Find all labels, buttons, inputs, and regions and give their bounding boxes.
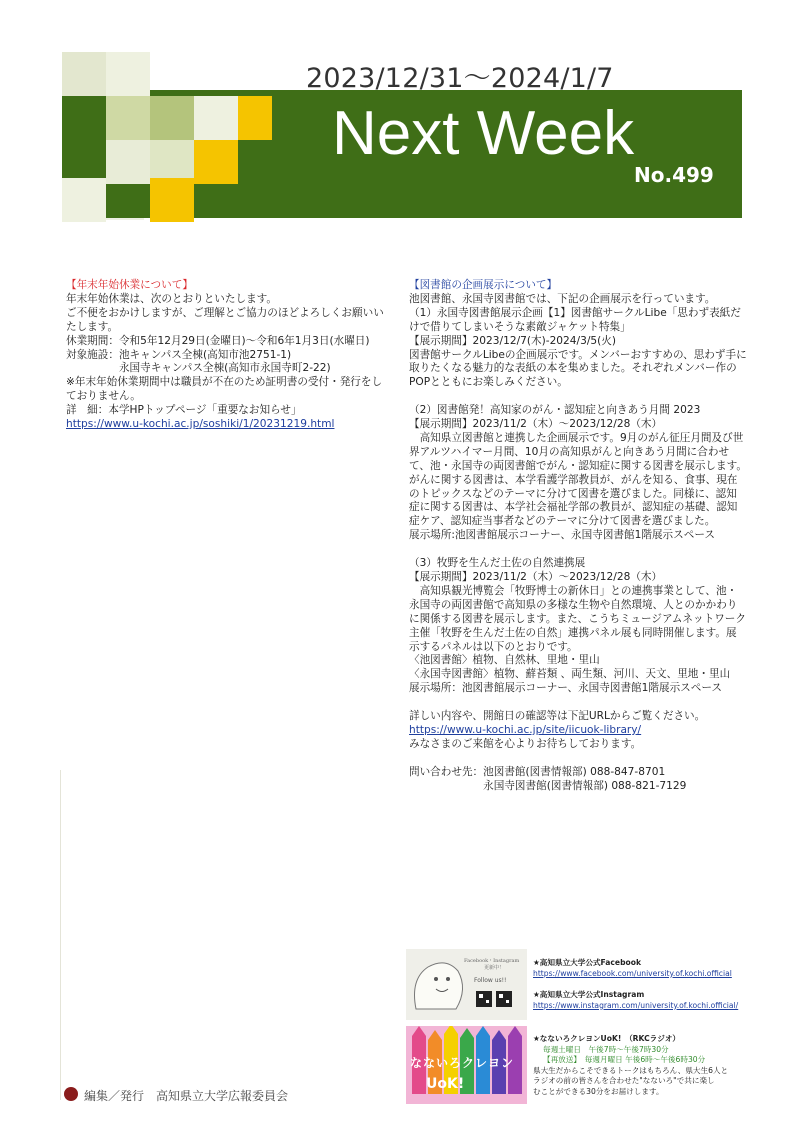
issue-number: No.499 [634,163,714,187]
header-squares [62,52,272,222]
exhibit1-desc: 図書館サークルLibeの企画展示です。メンバーおすすめの、思わず手に取りたくなる魅力的な表紙の本を集めました。それぞれメンバー作のPOPとともにお楽しみください。 [409,348,747,389]
divider [60,770,61,1100]
exhibit-closing: みなさまのご来館を心よりお待ちしております。 [409,737,642,750]
exhibit2-desc: 高知県立図書館と連携した企画展示です。9月のがん征圧月間及び世界アルツハイマー月間、10月の高知県がんと向きあう月間に合わせて、池・永国寺の両図書館でがん・認知症に関する図書を展示します。がんに関する図書は、本学看護学部教員が、がんを知る、食事、現在のトピックスなどのテーマに分けて図書を選びました。同様に、認知症に関する図書は、本学社会福祉学部の教員が、認知症の基礎、認知症ケア、認知症当事者などのテーマに分けて図書を選びました。 [409,431,747,528]
holiday-line: 休業期間：令和5年12月29日(金曜日)～令和6年1月3日(水曜日) [66,334,370,347]
page-title: Next Week [332,99,635,168]
instagram-link[interactable]: https://www.instagram.com/university.of.kochi.official/ [533,1000,739,1010]
holiday-line: ※年末年始休業期間中は職員が不在のため証明書の受付・発行をしておりません。 [66,376,383,403]
contact-eikokuji: 永国寺図書館(図書情報部) 088-821-7129 [409,779,687,792]
exhibit-outro: 詳しい内容や、開館日の確認等は下記URLからご覧ください。 [409,710,706,723]
footer-publisher: 編集／発行 高知県立大学広報委員会 [84,1089,289,1103]
exhibit3-period: 【展示期間】2023/11/2（木）～2023/12/28（木） [409,571,663,583]
sns-image-text: Follow us!! [474,977,507,984]
facebook-link[interactable]: https://www.facebook.com/university.of.kochi.official [533,968,732,978]
exhibit-heading: 【図書館の企画展示について】 [409,279,558,291]
holiday-link[interactable]: https://www.u-kochi.ac.jp/soshiki/1/20231219.html [66,418,335,431]
holiday-notice [66,279,388,432]
exhibit1-period: 【展示期間】2023/12/7(木)-2024/3/5(火) [409,334,617,347]
exhibit2-place: 展示場所:池図書館展示コーナー、永国寺図書館1階展示スペース [409,529,715,542]
radio-schedule: 毎週土曜日 午後7時～午後7時30分 [543,1044,669,1054]
exhibit3-panels-eikokuji: 〈永国寺図書館〉植物、蘚苔類 、両生類、河川、天文、里地・里山 [409,668,731,681]
radio-title: ★なないろクレヨンUoK! （RKCラジオ） [533,1034,681,1043]
radio-promo [533,1034,728,1098]
instagram-title: ★高知県立大学公式Instagram [533,990,645,999]
radio-image-subtitle: UoK! [426,1076,465,1092]
radio-desc: 県大生だからこそできるトークはもちろん、県大生6人と [533,1065,729,1075]
radio-desc: ラジオの前の皆さんを合わせた"なないろ"で共に楽し [533,1076,715,1086]
exhibit3-panels-ike: 〈池図書館〉植物、自然林、里地・里山 [409,654,600,667]
facebook-title: ★高知県立大学公式Facebook [533,958,641,967]
exhibit3-place: 展示場所：池図書館展示コーナー、永国寺図書館1階展示スペース [409,682,723,695]
holiday-heading: 【年末年始休業について】 [66,279,193,291]
exhibit2-period: 【展示期間】2023/11/2（木）～2023/12/28（木） [409,418,663,431]
exhibit2-title: （2）図書館発！高知家のがん・認知症と向きあう月間 2023 [409,404,701,417]
date-range: 2023/12/31～2024/1/7 [306,63,614,94]
exhibit1-title: （1）永国寺図書館展示企画【1】図書館サークルLibe「思わず表紙だけで借りてしまいそうな素敵ジャケット特集」 [409,306,741,333]
facebook-promo [533,958,732,979]
holiday-line: 永国寺キャンパス全棟(高知市永国寺町2-22) [66,362,331,375]
instagram-promo [533,990,738,1011]
university-logo-icon [64,1087,78,1101]
library-link[interactable]: https://www.u-kochi.ac.jp/site/iicuok-library/ [409,723,642,736]
exhibit3-desc: 高知県観光博覧会「牧野博士の新休日」との連携事業として、池・永国寺の両図書館で高知県の多様な生物や自然環境、人とのかかわりに関係する図書を展示します。また、こうちミュージアムネットワーク主催「牧野を生んだ土佐の自然」連携パネル展も同時開催します。展示するパネルは以下のとおりです。 [409,584,746,653]
radio-desc: むことができる30分をお届けします。 [533,1086,664,1096]
holiday-line: 対象施設：池キャンパス全棟(高知市池2751-1) [66,348,292,361]
holiday-line: 年末年始休業は、次のとおりといたします。 [66,292,278,305]
library-exhibits [409,279,747,793]
exhibit-intro: 池図書館、永国寺図書館では、下記の企画展示を行っています。 [409,292,716,305]
radio-rerun: 【再放送】 毎週月曜日 午後6時～午後6時30分 [543,1055,706,1065]
holiday-line: ご不便をおかけしますが、ご理解とご協力のほどよろしくお願いいたします。 [66,306,384,333]
sns-image-text: 更新中！ [484,965,505,971]
radio-image-title: なないろクレヨン [410,1056,515,1070]
exhibit3-title: （3）牧野を生んだ土佐の自然連携展 [409,557,586,570]
sns-image-text: Facebook・Instagram [464,958,520,964]
sns-promo-image [406,949,527,1020]
holiday-line: 詳 細：本学HPトップページ「重要なお知らせ」 [66,404,302,417]
contact-ike: 問い合わせ先：池図書館(図書情報部) 088-847-8701 [409,765,666,778]
radio-promo-image [406,1026,527,1104]
